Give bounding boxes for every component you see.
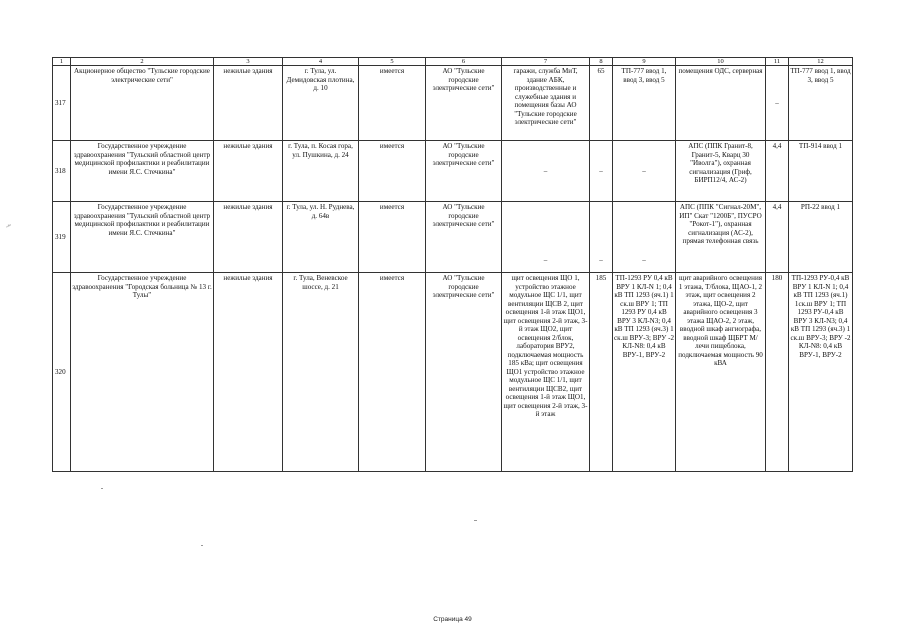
- address-cell: г. Тула, п. Косая гора, ул. Пушкина, д. 24: [283, 141, 359, 202]
- organization-cell: Государственное учреждение здравоохранения "Городская больница № 13 г. Тулы": [71, 273, 214, 472]
- scan-speck: [101, 488, 103, 489]
- organization-cell: Государственное учреждение здравоохранения "Тульский областной центр медицинской профилактики и реабилитации имени Я.С. Стечкина": [71, 202, 214, 273]
- emergency-cell: помещения ОДС, серверная: [676, 66, 766, 141]
- header-cell: 3: [214, 58, 283, 66]
- row-number: 317: [53, 66, 71, 141]
- supplier-cell: АО "Тульские городские электрические сети": [426, 273, 502, 472]
- building-type-cell: нежилые здания: [214, 66, 283, 141]
- header-cell: 9: [613, 58, 676, 66]
- row-number: 320: [53, 273, 71, 472]
- power-cell: –: [590, 141, 613, 202]
- building-type-cell: нежилые здания: [214, 202, 283, 273]
- facilities-cell: –: [502, 202, 590, 273]
- table-row: [53, 66, 853, 141]
- page-number: Страница 49: [433, 616, 472, 623]
- feed-cell: –: [613, 141, 676, 202]
- scan-speck: [201, 545, 203, 546]
- emergency-feed-cell: ТП-914 ввод 1: [789, 141, 853, 202]
- emergency-power-cell: 4,4: [766, 141, 789, 202]
- emergency-power-cell: 180: [766, 273, 789, 472]
- header-cell: 7: [502, 58, 590, 66]
- table-row: [53, 273, 853, 472]
- supplier-cell: АО "Тульские городские электрические сети": [426, 202, 502, 273]
- registry-table: [52, 57, 853, 472]
- header-cell: 2: [71, 58, 214, 66]
- building-type-cell: нежилые здания: [214, 141, 283, 202]
- header-cell: 10: [676, 58, 766, 66]
- emergency-cell: щит аварийного освещения 1 этажа, Т/блока, ЩАО-1, 2 этаж, щит освещения 2 этажа, ЩО-2, щит аварийного освещения 3 этажа ЩАО-2, 2 этаж, вводной шкаф ангиографа, вводной шкаф ЩБРТ М/лечи пищеблока, подключаемая мощность 90 кВА: [676, 273, 766, 472]
- supplier-cell: АО "Тульские городские электрические сети": [426, 141, 502, 202]
- organization-cell: Акционерное общество "Тульские городские электрические сети": [71, 66, 214, 141]
- emergency-feed-cell: РП-22 ввод 1: [789, 202, 853, 273]
- facilities-cell: –: [502, 141, 590, 202]
- header-cell: 1: [53, 58, 71, 66]
- row-number: 318: [53, 141, 71, 202]
- table-row: [53, 202, 853, 273]
- margin-mark: -ᵃᵉ: [5, 223, 12, 231]
- feed-cell: ТП-1293 РУ 0,4 кВ ВРУ 1 КЛ-N 1; 0,4 кВ ТП 1293 (яч.1) 1 ск.ш ВРУ 1; ТП 1293 РУ 0,4 кВ ВРУ 3 КЛ-N3; 0,4 кВ ТП 1293 (яч.3) 1 ск.ш ВРУ-3; ВРУ -2 КЛ-N8: 0,4 кВ ВРУ-1, ВРУ-2: [613, 273, 676, 472]
- emergency-power-cell: 4,4: [766, 202, 789, 273]
- emergency-power-cell: –: [766, 66, 789, 141]
- header-cell: 5: [359, 58, 426, 66]
- header-cell: 6: [426, 58, 502, 66]
- table-row: [53, 141, 853, 202]
- power-cell: –: [590, 202, 613, 273]
- power-cell: 65: [590, 66, 613, 141]
- supplier-cell: АО "Тульские городские электрические сети": [426, 66, 502, 141]
- facilities-cell: гаражи, служба МиТ, здание АБК, производственные и служебные здания и помещения базы АО "Тульские городские электрические сети": [502, 66, 590, 141]
- row-number: 319: [53, 202, 71, 273]
- emergency-feed-cell: ТП-1293 РУ-0,4 кВ ВРУ 1 КЛ-N 1; 0,4 кВ ТП 1293 (яч.1) 1ск.ш ВРУ 1; ТП 1293 РУ-0,4 кВ ВРУ 3 КЛ-N3; 0,4 кВ ТП 1293 (яч.3) 1 ск.ш ВРУ-3; ВРУ -2 КЛ-N8: 0,4 кВ ВРУ-1, ВРУ-2: [789, 273, 853, 472]
- emergency-cell: АПС (ППК "Сигнал-20М", ИП" Скат "1200Б", ПУСРО "Рокот-1"), охранная сигнализация (АС-2), прямая телефонная связь: [676, 202, 766, 273]
- availability-cell: имеется: [359, 141, 426, 202]
- header-row: [53, 58, 853, 66]
- facilities-cell: щит освещения ЩО 1, устройство этажное модульное ЩС 1/1, щит вентиляции ЩСВ 2, щит освещения 1-й этаж ЩО1, щит освещения 2-й этаж, 3-й этаж ЩО2, щит освещения 2/блок, лаборатория ВРУ2, подключаемая мощность 185 кВа; щит освещения ЩО1 устройство этажное модульное ЩС 1/1, щит вентиляции ЩСВ2, щит освещения 1-й этаж ЩО1, щит освещения 2-й этаж, 3-й этаж: [502, 273, 590, 472]
- header-cell: 8: [590, 58, 613, 66]
- header-cell: 11: [766, 58, 789, 66]
- scan-speck: [474, 520, 477, 521]
- header-cell: 4: [283, 58, 359, 66]
- availability-cell: имеется: [359, 66, 426, 141]
- header-cell: 12: [789, 58, 853, 66]
- availability-cell: имеется: [359, 202, 426, 273]
- address-cell: г. Тула, Веневское шоссе, д. 21: [283, 273, 359, 472]
- address-cell: г. Тула, ул. Н. Руднева, д. 64в: [283, 202, 359, 273]
- building-type-cell: нежилые здания: [214, 273, 283, 472]
- availability-cell: имеется: [359, 273, 426, 472]
- emergency-feed-cell: ТП-777 ввод 1, ввод 3, ввод 5: [789, 66, 853, 141]
- emergency-cell: АПС (ППК Гранит-8, Гранит-5, Кварц 30 "Иволга"), охранная сигнализация (Гриф, БИРП12/4, АС-2): [676, 141, 766, 202]
- feed-cell: ТП-777 ввод 1, ввод 3, ввод 5: [613, 66, 676, 141]
- power-cell: 185: [590, 273, 613, 472]
- address-cell: г. Тула, ул. Демидовская плотина, д. 10: [283, 66, 359, 141]
- organization-cell: Государственное учреждение здравоохранения "Тульский областной центр медицинской профилактики и реабилитации имени Я.С. Стечкина": [71, 141, 214, 202]
- feed-cell: –: [613, 202, 676, 273]
